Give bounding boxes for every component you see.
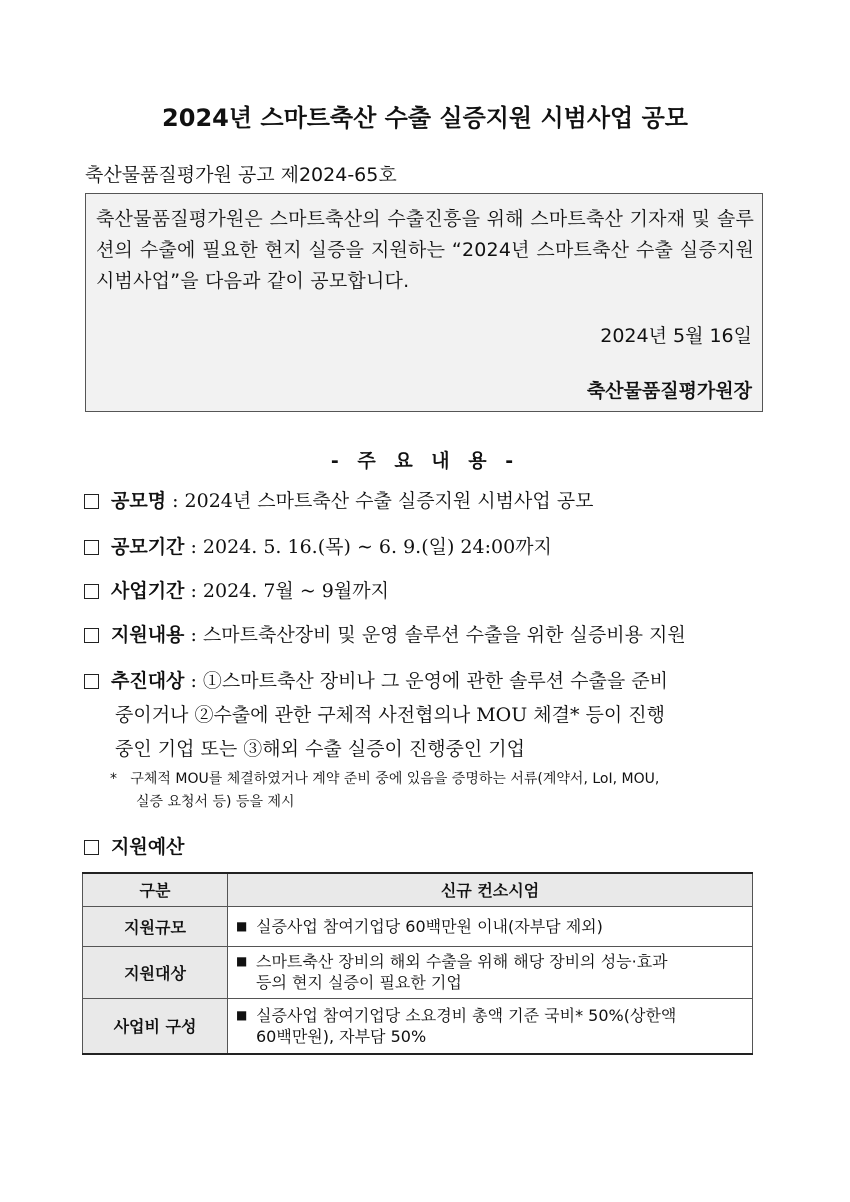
item-label: 사업기간 bbox=[111, 580, 185, 602]
square-bullet-icon: ■ bbox=[236, 954, 248, 968]
checkbox-icon bbox=[84, 584, 99, 599]
footnote-line-1: 구체적 MOU를 체결하였거나 계약 준비 중에 있음을 증명하는 서류(계약서, LoI, MOU, bbox=[130, 771, 660, 787]
announcement-date: 2024년 5월 16일 bbox=[600, 325, 752, 347]
table-header-row bbox=[83, 873, 753, 906]
row-value: ■ 스마트축산 장비의 해외 수출을 위해 해당 장비의 성능·효과 등의 현지 실증이 필요한 기업 bbox=[228, 946, 753, 998]
square-bullet-icon: ■ bbox=[236, 918, 248, 933]
item-value: 2024년 스마트축산 수출 실증지원 시범사업 공모 bbox=[184, 490, 594, 512]
column-header: 신규 컨소시엄 bbox=[228, 873, 753, 906]
item-target: 추진대상 : ①스마트축산 장비나 그 운영에 관한 솔루션 수출을 준비 중이거나 ②수출에 관한 구체적 사전협의나 MOU 체결* 등이 진행 중인 기업 또는 ③해외 수출 실증이 진행중인 기업 bbox=[84, 664, 774, 766]
item-value: 2024. 5. 16.(목) ∼ 6. 9.(일) 24:00까지 bbox=[202, 536, 552, 558]
intro-box bbox=[85, 193, 763, 412]
item-label: 지원내용 bbox=[111, 624, 185, 646]
checkbox-icon bbox=[84, 540, 99, 555]
target-line-3: 중인 기업 또는 ③해외 수출 실증이 진행중인 기업 bbox=[115, 738, 526, 760]
table-row bbox=[83, 998, 753, 1054]
column-header: 구분 bbox=[83, 873, 228, 906]
item-title: 공모명 : 2024년 스마트축산 수출 실증지원 시범사업 공모 bbox=[84, 486, 593, 517]
checkbox-icon bbox=[84, 674, 99, 689]
row-header: 지원규모 bbox=[83, 906, 228, 946]
item-support-content: 지원내용 : 스마트축산장비 및 운영 솔루션 수출을 위한 실증비용 지원 bbox=[84, 620, 686, 651]
checkbox-icon bbox=[84, 628, 99, 643]
table-row bbox=[83, 906, 753, 946]
row-value: ■ 실증사업 참여기업당 소요경비 총액 기준 국비* 50%(상한액 60백만원), 자부담 50% bbox=[228, 998, 753, 1054]
square-bullet-icon: ■ bbox=[236, 1007, 248, 1022]
document-title: 2024년 스마트축산 수출 실증지원 시범사업 공모 bbox=[162, 104, 688, 132]
item-label: 공모명 bbox=[111, 490, 167, 512]
item-period: 공모기간 : 2024. 5. 16.(목) ∼ 6. 9.(일) 24:00까지 bbox=[84, 532, 552, 563]
item-value: 스마트축산장비 및 운영 솔루션 수출을 위한 실증비용 지원 bbox=[202, 624, 686, 646]
intro-text: 축산물품질평가원은 스마트축산의 수출진흥을 위해 스마트축산 기자재 및 솔루션의 수출에 필요한 현지 실증을 지원하는 “2024년 스마트축산 수출 실증지원 시범사업”을 다음과 같이 공모합니다. bbox=[96, 208, 754, 292]
footnote-mark: * bbox=[110, 771, 117, 787]
target-line-1: ①스마트축산 장비나 그 운영에 관한 솔루션 수출을 준비 bbox=[202, 670, 668, 692]
budget-table bbox=[82, 872, 753, 1055]
row-header: 사업비 구성 bbox=[83, 998, 228, 1054]
item-value: 2024. 7월 ~ 9월까지 bbox=[202, 580, 389, 602]
checkbox-icon bbox=[84, 494, 99, 509]
row-value: ■ 실증사업 참여기업당 60백만원 이내(자부담 제외) bbox=[228, 906, 753, 946]
checkbox-icon bbox=[84, 840, 99, 855]
item-label: 공모기간 bbox=[111, 536, 185, 558]
target-line-2: 중이거나 ②수출에 관한 구체적 사전협의나 MOU 체결* 등이 진행 bbox=[115, 704, 666, 726]
signer: 축산물품질평가원장 bbox=[586, 380, 752, 402]
item-label: 추진대상 bbox=[111, 670, 185, 692]
row-header: 지원대상 bbox=[83, 946, 228, 998]
budget-heading: 지원예산 bbox=[84, 832, 184, 859]
section-heading: - 주 요 내 용 - bbox=[330, 450, 520, 472]
item-business-period: 사업기간 : 2024. 7월 ~ 9월까지 bbox=[84, 576, 389, 607]
footnote bbox=[110, 768, 775, 814]
table-row bbox=[83, 946, 753, 998]
footnote-line-2: 실증 요청서 등) 등을 제시 bbox=[136, 794, 295, 810]
notice-number: 축산물품질평가원 공고 제2024-65호 bbox=[85, 164, 397, 186]
